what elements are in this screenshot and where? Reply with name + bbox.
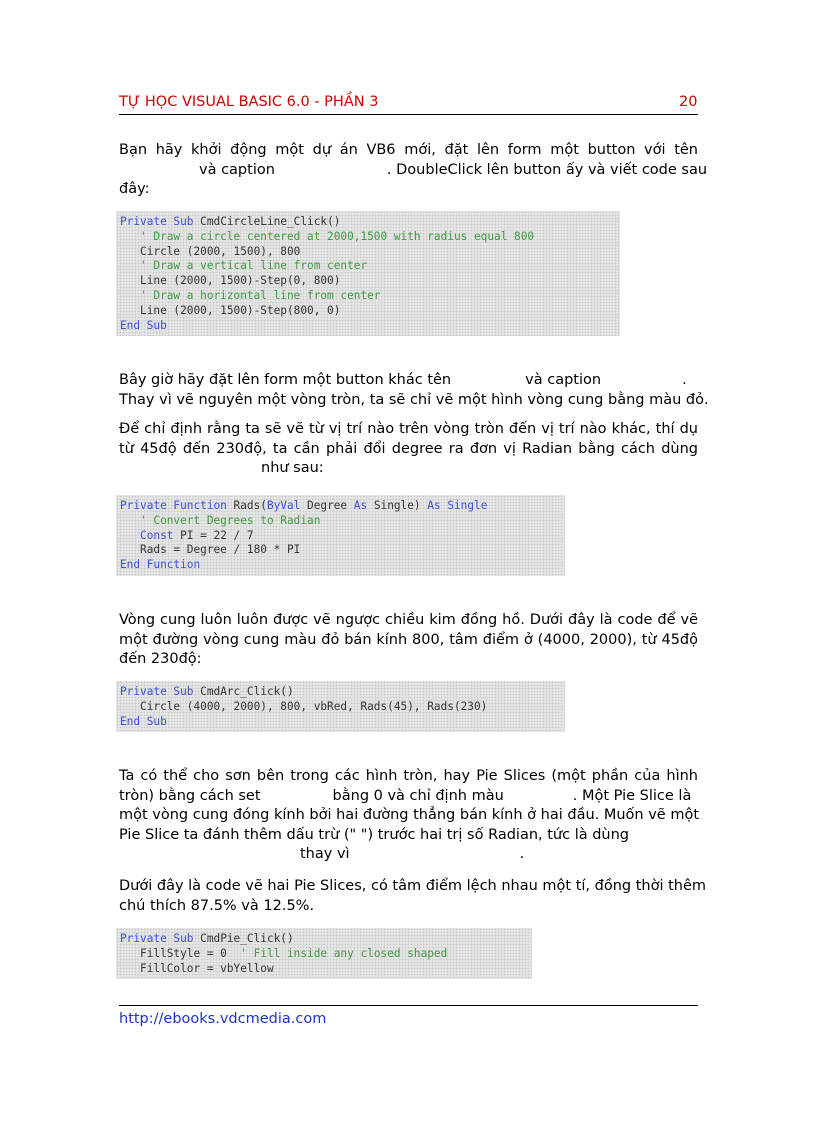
code-block-arc <box>116 681 565 732</box>
paragraph-text: và caption <box>199 161 275 178</box>
paragraph-text: và caption <box>525 372 602 388</box>
paragraph-line: Thay vì vẽ nguyên một vòng tròn, ta sẽ chỉ vẽ một hình vòng cung bằng màu đỏ. <box>119 391 709 408</box>
code-text: FillStyle = 0 <box>120 946 241 960</box>
code-line: Circle (2000, 1500), 800 <box>120 244 301 258</box>
paragraph-radian <box>119 420 698 479</box>
paragraph-text: . Một Pie Slice là <box>572 787 692 804</box>
header-rule <box>119 114 698 115</box>
paragraph-line: từ 45độ đến 230độ, ta cần phải đổi degree ra đơn vị Radian bằng cách dùng <box>119 440 698 457</box>
code-comment: ' Fill inside any closed shaped <box>240 946 448 960</box>
code-line: Line (2000, 1500)-Step(0, 800) <box>120 274 341 288</box>
paragraph-arc <box>119 611 698 670</box>
paragraph-line: một đường vòng cung màu đỏ bán kính 800, tâm điểm ở (4000, 2000), từ 45độ <box>119 631 698 648</box>
code-line: FillColor = vbYellow <box>120 961 274 975</box>
code-keyword: End Sub <box>120 318 167 332</box>
code-comment: ' Draw a horizontal line from center <box>120 288 381 302</box>
paragraph-line <box>119 459 698 479</box>
paragraph-line: Để chỉ định rằng ta sẽ vẽ từ vị trí nào trên vòng tròn đến vị trí nào khác, thí dụ <box>119 421 698 437</box>
code-keyword: As <box>353 499 368 512</box>
code-line <box>120 215 616 230</box>
paragraph-line: đây: <box>119 181 150 197</box>
paragraph-line: đến 230độ: <box>119 651 202 667</box>
code-line: Circle (4000, 2000), 800, vbRed, Rads(45), Rads(230) <box>120 699 488 713</box>
code-comment: ' Draw a vertical line from center <box>120 259 368 273</box>
paragraph-line <box>119 371 698 391</box>
paragraph-line: Ta có thể cho sơn bên trong các hình tròn, hay Pie Slices (một phần của hình <box>119 768 698 784</box>
paragraph-text: như sau: <box>261 460 324 476</box>
code-comment: ' Draw a circle centered at 2000,1500 with radius equal 800 <box>120 229 535 243</box>
code-block-rads-function <box>116 495 565 576</box>
code-line: Line (2000, 1500)-Step(800, 0) <box>120 303 341 317</box>
paragraph-line <box>119 787 698 807</box>
code-keyword: Private Sub <box>120 685 194 698</box>
code-keyword: Private Sub <box>120 215 194 228</box>
code-text: Single) <box>367 499 428 512</box>
paragraph-line: chú thích 87.5% và 12.5%. <box>119 897 315 914</box>
code-text: PI = 22 / 7 <box>173 528 254 542</box>
code-comment: ' Convert Degrees to Radian <box>120 513 321 527</box>
paragraph-line <box>119 845 698 865</box>
paragraph-line: một vòng cung đóng kính bởi hai đường thẳng bán kính ở hai đầu. Muốn vẽ một <box>119 807 700 823</box>
code-text: CmdArc_Click() <box>193 685 294 698</box>
paragraph-line: Pie Slice ta đánh thêm dấu trừ (" ") trước hai trị số Radian, tức là dùng <box>119 826 629 843</box>
footer-link[interactable]: http://ebooks.vdcmedia.com <box>119 1011 327 1027</box>
code-line <box>120 932 528 947</box>
paragraph-text: bằng 0 và chỉ định màu <box>332 787 504 804</box>
code-keyword: End Sub <box>120 714 167 728</box>
paragraph-line: Dưới đây là code vẽ hai Pie Slices, có tâm điểm lệch nhau một tí, đồng thời thêm <box>119 878 707 894</box>
paragraph-line: Bạn hãy khởi động một dự án VB6 mới, đặt lên form một button với tên <box>119 142 698 158</box>
code-line <box>120 947 528 962</box>
paragraph-text: tròn) bằng cách set <box>119 787 261 804</box>
code-text: Rads( <box>226 499 267 512</box>
paragraph-text: . <box>682 372 687 388</box>
paragraph-text: thay vì <box>300 846 350 862</box>
code-line <box>120 499 561 514</box>
header-title: TỰ HỌC VISUAL BASIC 6.0 - PHẦN 3 <box>119 94 379 110</box>
paragraph-pie-slices <box>119 767 698 865</box>
paragraph-text: Bây giờ hãy đặt lên form một button khác tên <box>119 372 452 388</box>
paragraph-intro <box>119 141 708 200</box>
code-keyword: ByVal <box>266 499 301 512</box>
paragraph-line: Vòng cung luôn luôn được vẽ ngược chiều kim đồng hồ. Dưới đây là code để vẽ <box>119 612 698 628</box>
code-block-pie <box>116 928 532 979</box>
code-block-circle-line <box>116 211 620 336</box>
code-keyword: Const <box>120 528 174 542</box>
code-text: CmdPie_Click() <box>193 932 294 945</box>
paragraph-two-pies <box>119 877 707 916</box>
code-line <box>120 529 561 544</box>
code-text: Degree <box>300 499 354 512</box>
footer-rule <box>119 1005 698 1006</box>
code-line <box>120 685 561 700</box>
code-line: Rads = Degree / 180 * PI <box>120 543 301 557</box>
paragraph-second-button <box>119 371 709 410</box>
code-text: CmdCircleLine_Click() <box>193 215 341 228</box>
code-keyword: Private Sub <box>120 932 194 945</box>
code-keyword: As Single <box>427 499 488 512</box>
paragraph-text: . <box>519 846 525 862</box>
code-keyword: Private Function <box>120 499 227 512</box>
paragraph-text: . DoubleClick lên button ấy và viết code sau <box>386 161 708 178</box>
page-number: 20 <box>679 94 698 110</box>
code-keyword: End Function <box>120 558 201 572</box>
paragraph-line <box>119 161 708 181</box>
